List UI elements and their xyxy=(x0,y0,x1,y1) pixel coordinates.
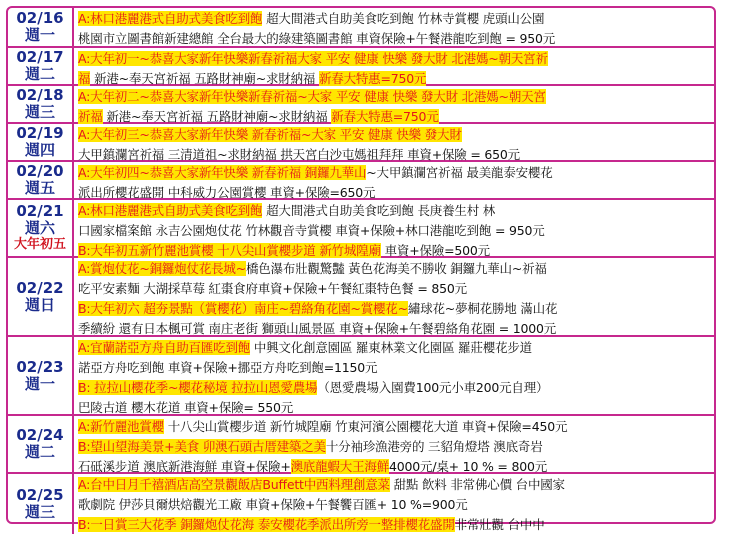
itinerary-line xyxy=(78,299,712,319)
itinerary-cell xyxy=(78,475,712,533)
date-label: 02/18 xyxy=(16,86,64,104)
date-cell xyxy=(8,474,74,534)
schedule-row xyxy=(8,162,714,200)
itinerary-text: 口國家檔案館 永吉公園炮仗花 竹林觀音寺賞櫻 車資+保險+林口港龍吃到飽 = 950元 xyxy=(78,223,545,238)
highlighted-text: A:大年初四~恭喜大家新年快樂 新春祈福 銅鑼九華山 xyxy=(78,165,367,180)
schedule-row xyxy=(8,258,714,337)
date-label: 02/22 xyxy=(16,278,64,297)
itinerary-line xyxy=(78,221,712,241)
itinerary-text: 超大間港式自助美食吃到飽 長庚養生村 林 xyxy=(262,203,496,218)
schedule-row xyxy=(8,474,714,534)
itinerary-text: ~大甲鎮瀾宮祈福 最美龍泰安櫻花 xyxy=(366,165,553,180)
date-label: 02/17 xyxy=(16,48,64,66)
itinerary-text: 派出所櫻花盛開 中科威力公園賞櫻 車資+保險=650元 xyxy=(78,185,376,200)
itinerary-text: 諾亞方舟吃到飽 車資+保險+挪亞方舟吃到飽=1150元 xyxy=(78,360,378,375)
itinerary-line xyxy=(78,495,712,515)
highlighted-text: B:一日賞三大花季 銅鑼炮仗花海 泰安櫻花季派出所旁一整排櫻花盛開 xyxy=(78,517,455,532)
itinerary-text: 車資+保險=500元 xyxy=(380,243,490,258)
holiday-note: 大年初五 xyxy=(13,237,66,252)
itinerary-text: （恩愛農場入園費100元小車200元自理） xyxy=(317,380,549,395)
date-label: 02/19 xyxy=(16,124,64,142)
itinerary-cell xyxy=(78,87,712,124)
highlighted-text: A:新竹麗池賞櫻 xyxy=(78,419,164,434)
schedule-row xyxy=(8,337,714,416)
schedule-row xyxy=(8,416,714,474)
weekday-label: 週三 xyxy=(24,503,55,521)
itinerary-line xyxy=(78,417,712,437)
highlighted-text: B:大年初五新竹麗池賞櫻 十八尖山賞櫻步道 新竹城隍廟 xyxy=(78,243,381,258)
itinerary-cell xyxy=(78,201,712,258)
highlighted-text: B: 拉拉山櫻花季~櫻花秘境 拉拉山恩愛農場 xyxy=(78,380,318,395)
itinerary-line xyxy=(78,201,712,221)
schedule-table xyxy=(6,6,716,532)
itinerary-line xyxy=(78,125,712,145)
itinerary-line xyxy=(78,378,712,398)
itinerary-text: 桃園市立圖書館新建總館 全台最大的綠建築圖書館 車資保險+午餐港龍吃到飽 = 950元 xyxy=(78,31,556,46)
itinerary-line xyxy=(78,398,712,418)
date-label: 02/21 xyxy=(16,202,64,220)
itinerary-cell xyxy=(78,417,712,474)
schedule-row xyxy=(8,8,714,48)
date-cell xyxy=(8,8,74,46)
weekday-label: 週一 xyxy=(24,26,55,44)
weekday-label: 週一 xyxy=(24,374,55,393)
schedule-row xyxy=(8,200,714,258)
itinerary-line xyxy=(78,475,712,495)
date-label: 02/25 xyxy=(16,486,64,504)
itinerary-cell xyxy=(78,9,712,45)
weekday-label: 週六 xyxy=(24,219,55,237)
date-cell xyxy=(8,162,74,198)
itinerary-cell xyxy=(78,49,712,86)
highlighted-text: 新春大特惠=750元 xyxy=(318,71,427,86)
date-label: 02/20 xyxy=(16,162,64,180)
itinerary-text: 甜點 飲料 非常佛心價 台中國家 xyxy=(389,477,565,492)
itinerary-line xyxy=(78,437,712,457)
itinerary-text: 中興文化創意園區 羅東林業文化園區 羅莊櫻花步道 xyxy=(250,340,532,355)
highlighted-text: A:台中日月千禧酒店高空景觀飯店Buffett中西料理創意菜 xyxy=(78,477,390,492)
weekday-label: 週二 xyxy=(24,65,55,83)
highlighted-text: A:林口港麗港式自助式美食吃到飽 xyxy=(78,203,263,218)
itinerary-cell xyxy=(78,163,712,200)
itinerary-text: 石砥溪步道 澳底新港海鮮 車資+保險+ xyxy=(78,459,291,474)
itinerary-line xyxy=(78,163,712,183)
date-cell xyxy=(8,48,74,84)
itinerary-text: 大甲鎮瀾宮祈福 三清道祖~求財納福 拱天宮白沙屯媽祖拜拜 車資+保險 = 650元 xyxy=(78,147,520,162)
itinerary-line xyxy=(78,338,712,358)
date-label: 02/24 xyxy=(16,426,64,444)
itinerary-text: 季續紛 還有日本楓可賞 南庄老街 獅頭山風景區 車資+保險+午餐碧絡角花園 = 1000元 xyxy=(78,321,557,336)
date-cell xyxy=(8,337,74,414)
highlighted-text: A:大年初二~恭喜大家新年快樂新春祈福~大家 平安 健康 快樂 發大財 北港媽~朝天宮 xyxy=(78,89,546,104)
date-cell xyxy=(8,258,74,335)
itinerary-text: 新港~奉天宮祈福 五路財神廟~求財納福 xyxy=(102,109,332,124)
highlighted-text: B:望山望海美景+美食 卯澳石頭古厝建築之美 xyxy=(78,439,326,454)
schedule-row xyxy=(8,48,714,86)
itinerary-line xyxy=(78,259,712,279)
highlighted-text: 祈福 xyxy=(78,109,103,124)
itinerary-text: 橋色瀑布壯觀驚豔 黃色花海美不勝收 銅鑼九華山~祈福 xyxy=(246,261,547,276)
highlighted-text: B:大年初六 超夯景點（賞櫻花）南庄~碧絡角花園~賞櫻花~ xyxy=(78,301,408,316)
highlighted-text: 澳底龍蝦大王海鮮 xyxy=(290,459,390,474)
date-cell xyxy=(8,124,74,160)
date-cell xyxy=(8,416,74,472)
itinerary-cell xyxy=(78,338,712,413)
highlighted-text: 新春大特惠=750元 xyxy=(331,109,439,124)
schedule-row xyxy=(8,124,714,162)
highlighted-text: A:大年初一~恭喜大家新年快樂新春祈福大家 平安 健康 快樂 發大財 北港媽~朝天宮祈 xyxy=(78,51,548,66)
itinerary-text: 十分袖珍漁港旁的 三貂角燈塔 澳底奇岩 xyxy=(325,439,543,454)
weekday-label: 週三 xyxy=(24,103,55,121)
weekday-label: 週五 xyxy=(24,179,55,197)
itinerary-cell xyxy=(78,259,712,334)
itinerary-line xyxy=(78,279,712,299)
weekday-label: 週四 xyxy=(24,141,55,159)
highlighted-text: A:宜蘭諾亞方舟自助百匯吃到飽 xyxy=(78,340,251,355)
itinerary-line xyxy=(78,319,712,339)
itinerary-text: 新港~奉天宮祈福 五路財神廟~求財納福 xyxy=(90,71,319,86)
itinerary-text: 歌劇院 伊莎貝爾烘焙觀光工廠 車資+保險+午餐饗百匯+ 10 %=900元 xyxy=(78,497,468,512)
date-label: 02/23 xyxy=(16,357,64,376)
itinerary-line xyxy=(78,87,712,107)
date-cell xyxy=(8,200,74,256)
itinerary-line xyxy=(78,515,712,535)
itinerary-text: 吃平安素麵 大湖採草莓 紅棗食府車資+保險+午餐紅棗特色餐 = 850元 xyxy=(78,281,467,296)
highlighted-text: 福 xyxy=(78,71,91,86)
itinerary-text: 非常壯觀 台中中 xyxy=(454,517,545,532)
highlighted-text: A:林口港麗港式自助式美食吃到飽 xyxy=(78,11,263,26)
itinerary-line xyxy=(78,9,712,29)
date-label: 02/16 xyxy=(16,9,64,27)
weekday-label: 週二 xyxy=(24,443,55,461)
itinerary-text: 4000元/桌+ 10 % = 800元 xyxy=(389,459,548,474)
itinerary-line xyxy=(78,358,712,378)
schedule-row xyxy=(8,86,714,124)
itinerary-cell xyxy=(78,125,712,162)
itinerary-text: 繡球花~夢桐花勝地 滿山花 xyxy=(407,301,558,316)
itinerary-line xyxy=(78,29,712,49)
itinerary-text: 巴陵古道 櫻木花道 車資+保險= 550元 xyxy=(78,400,294,415)
itinerary-text: 超大間港式自助美食吃到飽 竹林寺賞櫻 虎頭山公園 xyxy=(262,11,545,26)
weekday-label: 週日 xyxy=(24,295,55,314)
itinerary-line xyxy=(78,49,712,69)
itinerary-text: 十八尖山賞櫻步道 新竹城隍廟 竹東河濱公園櫻花大道 車資+保險=450元 xyxy=(163,419,568,434)
date-cell xyxy=(8,86,74,122)
highlighted-text: A:賞炮仗花~銅鑼炮仗花長城~ xyxy=(78,261,246,276)
highlighted-text: A:大年初三~恭喜大家新年快樂 新春祈福~大家 平安 健康 快樂 發大財 xyxy=(78,127,462,142)
